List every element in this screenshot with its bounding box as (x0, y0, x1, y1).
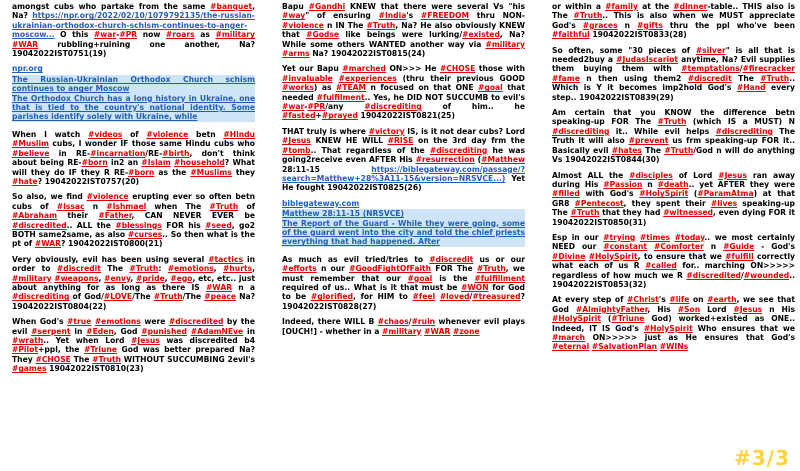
hashtag-link[interactable]: #trying (603, 232, 636, 242)
hashtag-link[interactable]: #constant (603, 242, 648, 252)
post-paragraph: THAT truly is where #victory IS, is it not dear cubs? Lord #Jesus KNEW HE WILL #RISE on the 3rd day frm the #tomb.. That regardless of the #discrediting he was going2receive even AFTER His #resurrection (#Matthew 28:11-15 https://biblegateway.com/passage/?search=Matthew+28%3A11-15&version=NRSVCE...) Yet He fought 19042022IST0825(26) (282, 126, 525, 193)
hashtag-link[interactable]: #violence (146, 129, 189, 139)
hashtag-link[interactable]: #seed (205, 220, 232, 230)
hashtag-link[interactable]: #arms (282, 49, 310, 59)
hashtag-link[interactable]: #Islam (141, 158, 171, 168)
hashtag-link[interactable]: #FREEDOM (420, 11, 470, 21)
hashtag-link[interactable]: #fasted (282, 111, 316, 121)
hashtag-link[interactable]: #called (645, 261, 677, 271)
hashtag-link[interactable]: #emotions (167, 264, 214, 274)
hashtag-link[interactable]: #roars (165, 30, 195, 40)
hashtag-link[interactable]: #WAR (205, 282, 233, 292)
page-badge: #3/3 (734, 446, 790, 470)
hashtag-link[interactable]: #AlmightyFather (575, 304, 648, 314)
hashtag-link[interactable]: #pride (136, 273, 165, 283)
hashtag-link[interactable]: #marched (342, 64, 386, 74)
hashtag-link[interactable]: #Truth (153, 292, 183, 302)
column-left (8, 0, 259, 380)
hashtag-link[interactable]: #Truth (129, 264, 159, 274)
url-link[interactable]: https://npr.org/2022/02/10/1079792135/the-russian-ukrainian-orthodox-church-schism-continues-to-anger-moscow... (12, 11, 255, 40)
hashtag-link[interactable]: #birth (162, 148, 190, 158)
hashtag-link[interactable]: #Gandhi (308, 2, 346, 11)
hashtag-link[interactable]: #silver (695, 45, 726, 55)
hashtag-link[interactable]: #incarnation (90, 148, 146, 158)
hashtag-link[interactable]: #works (282, 83, 314, 93)
hashtag-link[interactable]: #Jesus (718, 170, 747, 180)
link-preview-text[interactable]: The Russian-Ukrainian Orthodox Church schism continues to anger Moscow (12, 74, 255, 94)
hashtag-link[interactable]: #WON (461, 282, 489, 292)
hashtag-link[interactable]: #Pilot (12, 345, 38, 355)
hashtag-link[interactable]: #HolySpirit (552, 314, 601, 324)
hashtag-link[interactable]: #Truth (760, 73, 790, 83)
hashtag-link[interactable]: #envy (104, 273, 131, 283)
hashtag-link[interactable]: #invaluable (282, 73, 333, 83)
hashtag-link[interactable]: #peace (204, 292, 237, 302)
hashtag-link[interactable]: #ParamAtma (697, 189, 754, 199)
hashtag-link[interactable]: #emotions (94, 317, 141, 327)
column-right (548, 0, 799, 358)
hashtag-link[interactable]: #banquet (210, 2, 253, 11)
hashtag-link[interactable]: #games (12, 364, 47, 374)
post-paragraph: So also, we find #violence erupting ever so often betn cubs of #Issac n #Ishmael when The #Truth of #Abraham their #Father, CAN NEVER EVER be #discredited.. ALL the #blessings FOR his #seed, go2 BOTH same2same, as also #curses.. So then what is the pt of #WAR? 19042022IST0800(21) (12, 192, 256, 249)
hashtag-link[interactable]: #Jesus (131, 336, 160, 345)
hashtag-link[interactable]: #earth (707, 295, 737, 305)
hashtag-link[interactable]: #goal (478, 83, 503, 93)
hashtag-link[interactable]: #fulfillment (474, 273, 525, 283)
hashtag-link[interactable]: #Triune (611, 314, 645, 324)
hashtag-link[interactable]: #WAR (34, 239, 61, 249)
hashtag-link[interactable]: #Guide (723, 242, 755, 252)
post-paragraph: Indeed, there WILL B #chaos/#ruin whenever evil plays [OUCH!] - whether in a #military #WAR #zone (282, 317, 525, 336)
hashtag-link[interactable]: #discredit (56, 264, 101, 274)
hashtag-link[interactable]: #HolySpirit (643, 323, 693, 333)
link-preview-text[interactable]: The Report of the Guard - While they were going, some of the guard went into the city and told the chief priests everything that had happened. After (282, 218, 525, 247)
hashtag-link[interactable]: #hate (12, 176, 38, 186)
hashtag-link[interactable]: #way (282, 11, 306, 21)
hashtag-link[interactable]: #military (215, 30, 255, 40)
hashtag-link[interactable]: #glorified (310, 292, 354, 302)
hashtag-link[interactable]: #Son (677, 304, 701, 314)
hashtag-link[interactable]: #serpent (31, 326, 71, 336)
hashtag-link[interactable]: #today (674, 232, 705, 242)
hashtag-link[interactable]: #ruin (411, 317, 436, 327)
hashtag-link[interactable]: #prevent (628, 136, 669, 146)
hashtag-link[interactable]: #SalvationPlan (591, 342, 658, 352)
hashtag-link[interactable]: #hates (611, 145, 642, 155)
hashtag-link[interactable]: #discrediting (429, 145, 488, 155)
hashtag-link[interactable]: #Abraham (12, 211, 57, 221)
url-link[interactable]: https://biblegateway.com/passage/?search=Matthew+28%3A11-15&version=NRSVCE...) (282, 164, 525, 183)
hashtag-link[interactable]: #discredited (12, 220, 67, 230)
hashtag-link[interactable]: #TEAM (335, 83, 367, 93)
hashtag-link[interactable]: #RISE (387, 136, 414, 146)
link-preview-text[interactable]: Matthew 28:11-15 (NRSVCE) (282, 209, 525, 218)
hashtag-link[interactable]: #war (93, 30, 117, 40)
hashtag-link[interactable]: #military (12, 273, 52, 283)
hashtag-link[interactable]: #violence (282, 20, 324, 30)
hashtag-link[interactable]: #military (485, 39, 525, 49)
hashtag-link[interactable]: #times (639, 232, 671, 242)
hashtag-link[interactable]: #fame (552, 73, 580, 83)
hashtag-link[interactable]: #JudasIscariot (616, 55, 678, 65)
hashtag-link[interactable]: #filled (552, 189, 580, 199)
hashtag-link[interactable]: #Christ (627, 295, 659, 305)
hashtag-link[interactable]: #ego (170, 273, 193, 283)
hashtag-link[interactable]: #India (378, 11, 407, 21)
hashtag-link[interactable]: #blessings (115, 220, 162, 230)
hashtag-link[interactable]: #fulfill (725, 251, 754, 261)
post-paragraph: Yet our Bapu #marched ON>>> He #CHOSE those with #invaluable #experiences (thru their previous GOOD #works) as #TEAM n focused on that ONE #goal that needed #fulfilment.. Yes, he DID NOT SUCCUMB to evil's #war-#PR/any #discrediting of him.. he #fasted+#prayed 19042022IST0821(25) (282, 64, 526, 121)
hashtag-link[interactable]: #loved (439, 292, 470, 302)
hashtag-link[interactable]: #CHOSE (439, 64, 476, 74)
hashtag-link[interactable]: #WAR (12, 39, 39, 49)
hashtag-link[interactable]: #discrediting (552, 126, 610, 136)
post-paragraph: Bapu #Gandhi KNEW that there were several Vs "his #way" of ensuring #India's #FREEDOM thru NON-#violence n IN The #Truth, Na? He also obviously KNEW that #Godse like beings were lurking/#existed, Na? While some others WANTED another way via #military #arms Na? 19042022IST0815(24) (282, 2, 525, 59)
hashtag-link[interactable]: #LOVE (103, 292, 133, 302)
hashtag-link[interactable]: #Truth (570, 208, 600, 218)
hashtag-link[interactable]: #goal (407, 273, 433, 283)
post-paragraph: When God's #true #emotions were #discredited by the evil #serpent in #Eden, God #punished #AdamNEve in #wrath.. Yet when Lord #Jesus was discredited b4 #Pilot+ppl, the #Triune God was better prepared Na? They #CHOSE The #Truth WITHOUT SUCCUMBING 2evil's #games 19042022IST0810(23) (12, 317, 255, 374)
hashtag-link[interactable]: #curses (127, 229, 163, 239)
hashtag-link[interactable]: #existed (462, 30, 500, 40)
hashtag-link[interactable]: #Truth (209, 201, 239, 211)
hashtag-link[interactable]: #CHOSE (35, 354, 71, 364)
post-paragraph: At every step of #Christ's #life on #earth, we see that God #AlmightyFather, His #Son Lord #Jesus n His #HolySpirit (#Triune God) worked+existed as ONE.. Indeed, IT IS God's #HolySpirit Who ensures that we #march ON>>>>> just as He ensures that God's #eternal #SalvationPlan #WINs (552, 295, 796, 352)
post-paragraph: amongst cubs who partake from the same #banquet, Na? https://npr.org/2022/02/10/1079792135/the-russian-ukrainian-orthodox-church-schism-continues-to-anger-moscow... O this #war-#PR now #roars as #military #WAR rubbling+ruining one another, Na? 19042022IST0751(19) (12, 2, 255, 59)
hashtag-link[interactable]: #temptations (681, 64, 740, 74)
link-preview-text[interactable]: The Orthodox Church has a long history in Ukraine, one that is tied to the country's national identity. Some parishes identify solely with Ukraine, while (12, 93, 255, 122)
hashtag-link[interactable]: #Jesus (282, 136, 311, 146)
post-paragraph: Very obviously, evil has been using several #tactics in order to #discredit The #Truth: #emotions, #hurts, #military #weapons, #envy, #pride, #ego, etc, etc.. just about anything for as long as there IS #WAR n a #discrediting of God/#LOVE/The #Truth/The #peace Na? 19042022IST0804(22) (12, 254, 256, 311)
hashtag-link[interactable]: #discredit (687, 73, 732, 83)
hashtag-link[interactable]: #Issac (56, 201, 85, 211)
hashtag-link[interactable]: #born (128, 167, 155, 177)
hashtag-link[interactable]: #fulfilment (316, 92, 365, 102)
post-paragraph: Almost ALL the #disciples of Lord #Jesus ran away during His #Passion n #death.. yet AFTER they were #filled with God's #HolySpirit (#ParamAtma) at that GR8 #Pentecost, they spent their #lives speaking-up The #Truth that they had #witnessed, even dying FOR it 19042022IST0850(31) (552, 170, 795, 227)
post-paragraph: So often, some "30 pieces of #silver" is all that is needed2buy a #JudasIscariot anytime, Na? Evil supplies them buying them with #temptations/#firecracker #fame n then using them2 #discredit The #Truth.. Which is Y it becomes imp2hold God's #Hand every step.. 19042022IST0839(29) (552, 45, 796, 102)
hashtag-link[interactable]: #weapons (54, 273, 99, 283)
hashtag-link[interactable]: #Hindu (223, 129, 255, 139)
hashtag-link[interactable]: #war (282, 102, 305, 112)
hashtag-link[interactable]: #wounded (743, 270, 790, 280)
hashtag-link[interactable]: #Muslim (12, 139, 49, 149)
hashtag-link[interactable]: #discredit (429, 254, 474, 264)
hashtag-link[interactable]: #punished (141, 326, 187, 336)
hashtag-link[interactable]: #resurrection (415, 155, 475, 165)
hashtag-link[interactable]: #believe (12, 148, 50, 158)
hashtag-link[interactable]: #Pentecost (574, 198, 624, 208)
hashtag-link[interactable]: #Father (98, 211, 132, 221)
hashtag-link[interactable]: #Passion (603, 179, 643, 189)
hashtag-link[interactable]: #Truth (573, 11, 603, 21)
hashtag-link[interactable]: #disciples (629, 170, 673, 180)
hashtag-link[interactable]: #Muslims (190, 167, 232, 177)
hashtag-link[interactable]: #discrediting (364, 102, 422, 112)
hashtag-link[interactable]: #feel (412, 292, 436, 302)
hashtag-link[interactable]: #PR (307, 102, 326, 112)
hashtag-link[interactable]: #Triune (83, 345, 117, 355)
hashtag-link[interactable]: #videos (88, 129, 123, 139)
hashtag-link[interactable]: #gifts (637, 20, 663, 30)
hashtag-link[interactable]: #life (669, 295, 690, 305)
hashtag-link[interactable]: #treasured (472, 292, 521, 302)
hashtag-link[interactable]: #death (657, 179, 689, 189)
hashtag-link[interactable]: #Matthew (481, 155, 525, 165)
hashtag-link[interactable]: #wrath (12, 336, 44, 345)
hashtag-link[interactable]: #HolySpirit (588, 251, 638, 261)
hashtag-link[interactable]: #Godse (306, 30, 340, 40)
hashtag-link[interactable]: #Truth (657, 117, 687, 127)
hashtag-link[interactable]: #Comforter (653, 242, 704, 252)
hashtag-link[interactable]: #Eden (86, 326, 114, 336)
hashtag-link[interactable]: #tomb (282, 145, 311, 155)
hashtag-link[interactable]: #violence (86, 192, 129, 202)
hashtag-link[interactable]: #hurts (223, 264, 253, 274)
hashtag-link[interactable]: #discrediting (12, 292, 70, 302)
hashtag-link[interactable]: #Divine (552, 251, 586, 261)
hashtag-link[interactable]: #Jesus (733, 304, 763, 314)
hashtag-link[interactable]: #eternal (552, 342, 590, 352)
post-paragraph: As much as evil tried/tries to #discredit us or our #efforts n our #GoodFightOfFaith FOR The #Truth, we must remember that our #goal is the #fulfillment required of us.. What is it that must be #WON for God to be #glorified, for HIM to #feel #loved/#treasured? 19042022IST0828(27) (282, 254, 525, 311)
hashtag-link[interactable]: #graces (582, 20, 618, 30)
post-paragraph: or within a #family at the #dinner-table.. THIS also is The #Truth.. This is also when we MUST appreciate God's #graces n #gifts thru the ppl who've been #faithful 19042022IST0833(28) (552, 2, 796, 40)
post-paragraph: Am certain that you KNOW the difference betn speaking-up FOR The #Truth (which IS a MUST) N #discrediting it.. While evil helps #discrediting The Truth it will also #prevent us frm speaking-up FOR it.. Basically evil #hates The #Truth/God n will do anything Vs 19042022IST0844(30) (552, 108, 795, 165)
hashtag-link[interactable]: #witnessed (663, 208, 713, 218)
hashtag-link[interactable]: #WAR (424, 326, 451, 336)
hashtag-link[interactable]: #march (552, 333, 586, 342)
hashtag-link[interactable]: #Truth (92, 354, 122, 364)
hashtag-link[interactable]: #chaos (377, 317, 409, 327)
hashtag-link[interactable]: #victory (368, 126, 405, 136)
hashtag-link[interactable]: #Truth (366, 20, 396, 30)
post-paragraph: When I watch #videos of #violence betn #Hindu #Muslim cubs, I wonder IF those same Hindu cubs who #believe in RE-#incarnation/RE-#birth, don't think about being RE-#born in2 an #Islam #household? What will they do IF they R RE-#born as the #Muslims they #hate? 19042022IST0757(20) (12, 129, 255, 186)
hashtag-link[interactable]: #PR (119, 30, 138, 40)
hashtag-link[interactable]: #family (605, 2, 638, 11)
hashtag-link[interactable]: #AdamNEve (190, 326, 244, 336)
hashtag-link[interactable]: #efforts (282, 264, 317, 274)
hashtag-link[interactable]: #discrediting (715, 126, 773, 136)
hashtag-link[interactable]: #dinner (673, 2, 708, 11)
hashtag-link[interactable]: #discredited (168, 317, 224, 327)
hashtag-link[interactable]: #faithful (552, 30, 590, 40)
hashtag-link[interactable]: #WINs (659, 342, 689, 352)
hashtag-link[interactable]: #true (67, 317, 92, 327)
hashtag-link[interactable]: #born (81, 158, 108, 168)
hashtag-link[interactable]: #experiences (338, 73, 397, 83)
source-domain-link[interactable]: npr.org (12, 64, 43, 74)
hashtag-link[interactable]: #discredited (686, 270, 741, 280)
hashtag-link[interactable]: #Hand (736, 83, 766, 93)
hashtag-link[interactable]: #Truth (664, 145, 694, 155)
hashtag-link[interactable]: #Ishmael (106, 201, 147, 211)
column-middle (278, 0, 529, 342)
hashtag-link[interactable]: #household (174, 158, 225, 168)
hashtag-link[interactable]: #zone (452, 326, 480, 336)
hashtag-link[interactable]: #GoodFightOfFaith (349, 264, 432, 274)
hashtag-link[interactable]: #military (381, 326, 422, 336)
post-paragraph: Esp in our #trying #times #today.. we most certainly NEED our #constant #Comforter n #Guide - God's #Divine #HolySpirit, to ensure that we #fulfill correctly what each of us R #called for.. marching ON>>>>> regardless of how much we R #discredited/#wounded.. 19042022IST0853(32) (552, 232, 795, 289)
hashtag-link[interactable]: #prayed (321, 111, 358, 121)
hashtag-link[interactable]: #firecracker (742, 64, 795, 74)
hashtag-link[interactable]: #HolySpirit (639, 189, 689, 199)
hashtag-link[interactable]: #tactics (208, 254, 244, 264)
source-domain-link[interactable]: biblegateway.com (282, 198, 360, 208)
hashtag-link[interactable]: #Truth (476, 264, 506, 274)
hashtag-link[interactable]: #lives (710, 198, 738, 208)
